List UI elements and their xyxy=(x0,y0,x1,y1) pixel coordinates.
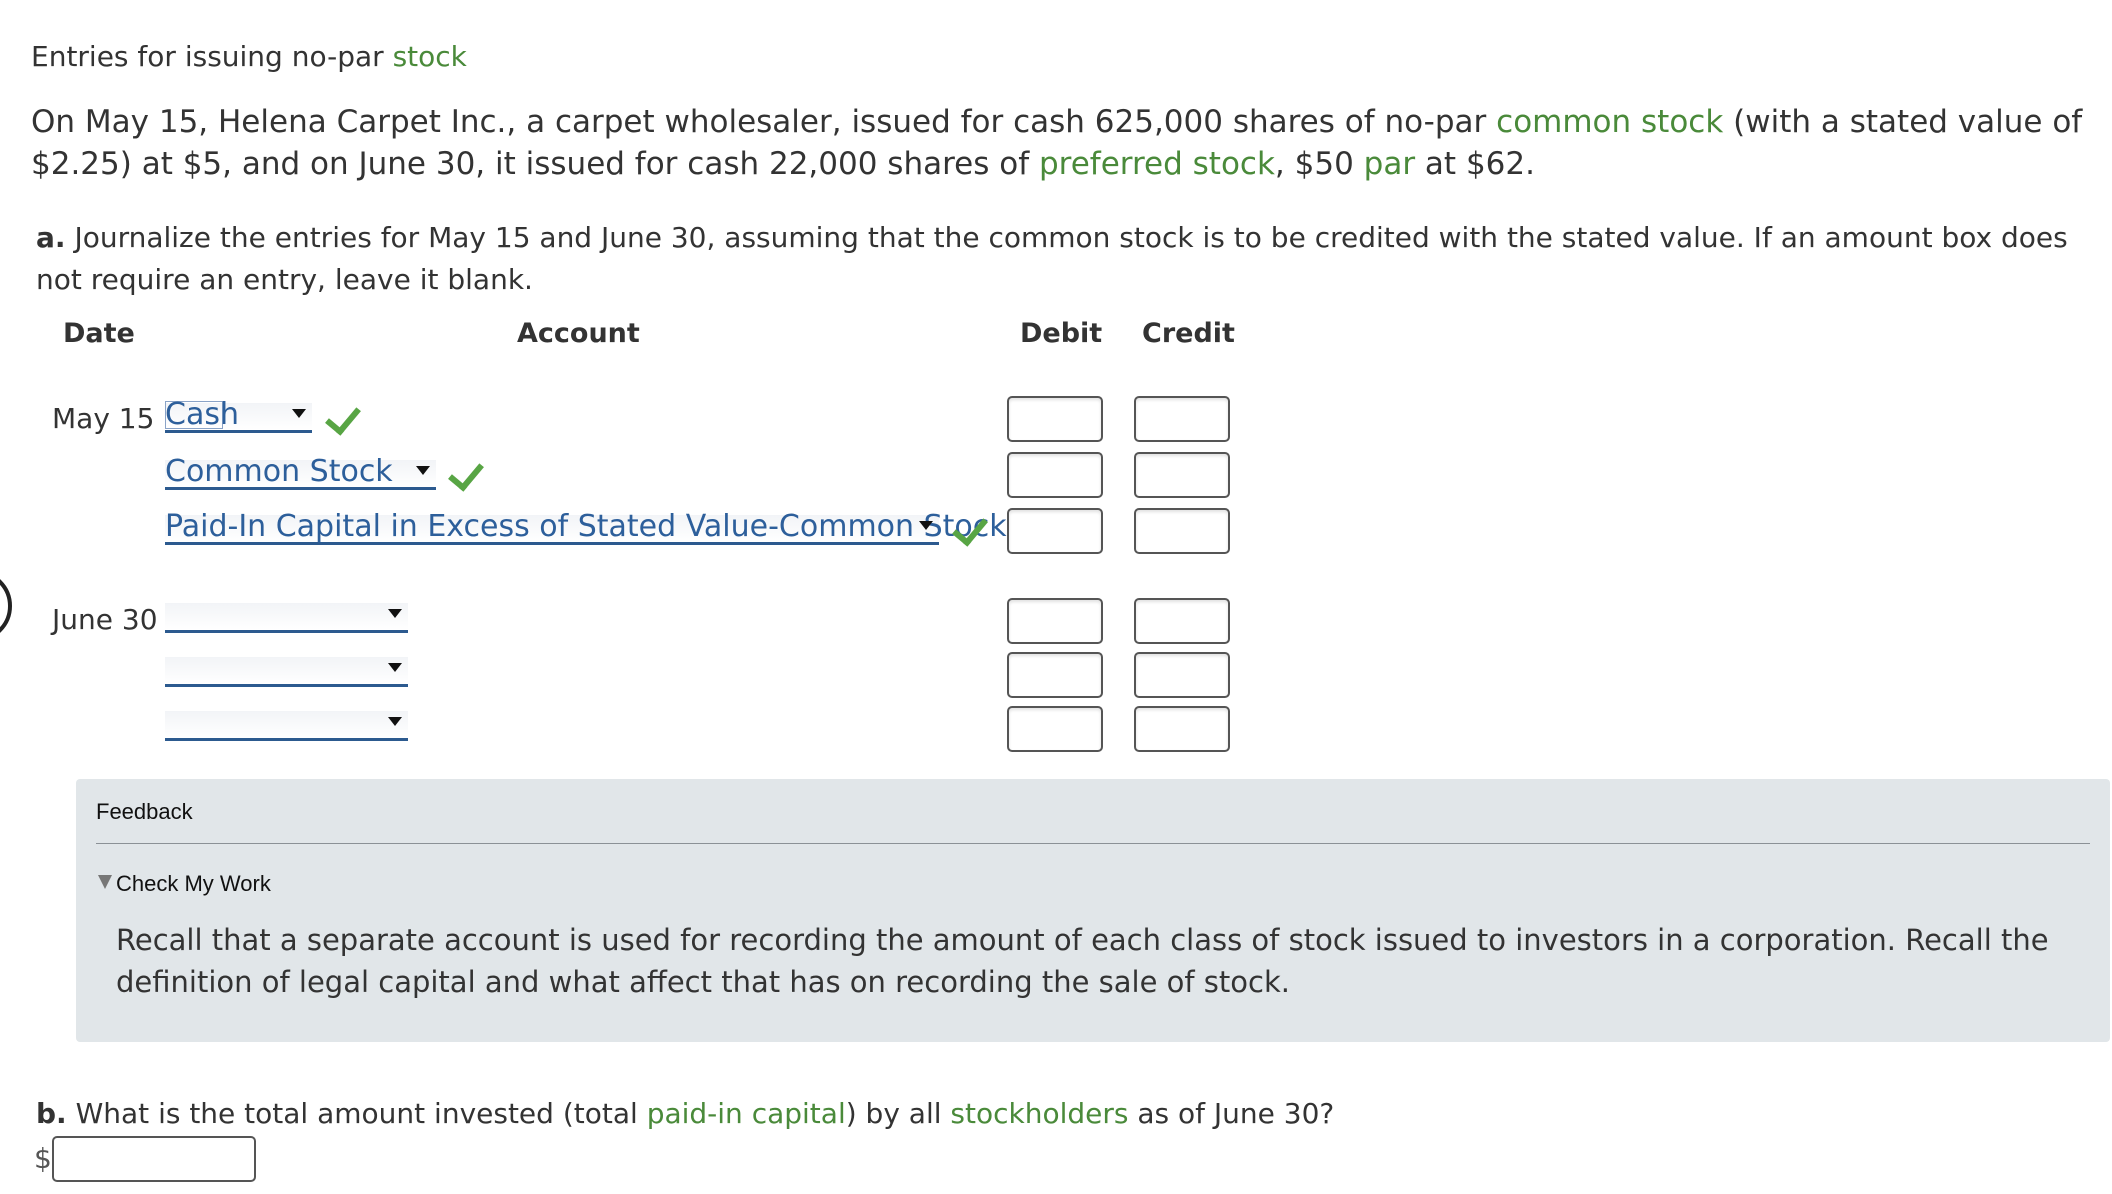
chevron-down-icon xyxy=(388,717,402,726)
account-select[interactable] xyxy=(165,603,408,633)
part-b-text-1: What is the total amount invested (total xyxy=(75,1097,647,1130)
chevron-down-icon xyxy=(919,521,933,530)
account-select[interactable] xyxy=(165,454,436,490)
feedback-divider xyxy=(96,843,2090,844)
paid-in-capital-link[interactable]: paid-in capital xyxy=(646,1097,846,1130)
problem-text-4: at $62. xyxy=(1415,146,1535,182)
par-link[interactable]: par xyxy=(1363,146,1416,182)
common-stock-link[interactable]: common stock xyxy=(1496,104,1724,140)
header-credit: Credit xyxy=(1142,318,1235,349)
entry-date-may-15: May 15 xyxy=(52,402,155,435)
debit-input[interactable] xyxy=(1007,508,1103,554)
stockholders-link[interactable]: stockholders xyxy=(950,1097,1129,1130)
debit-input[interactable] xyxy=(1007,706,1103,752)
account-select-value: Cash xyxy=(165,397,239,432)
problem-text-3: , $50 xyxy=(1274,146,1364,182)
stock-link[interactable]: stock xyxy=(392,40,467,73)
account-select[interactable] xyxy=(165,509,1007,545)
debit-input[interactable] xyxy=(1007,396,1103,442)
check-my-work-toggle[interactable]: Check My Work xyxy=(116,871,271,896)
credit-input[interactable] xyxy=(1134,706,1230,752)
credit-input[interactable] xyxy=(1134,452,1230,498)
chevron-down-icon xyxy=(388,663,402,672)
problem-text-2: (with a stated value of $2.25) at $5, and on June 30, it issued for cash 22,000 shares of xyxy=(31,104,2083,182)
credit-input[interactable] xyxy=(1134,652,1230,698)
account-select[interactable] xyxy=(165,657,408,687)
page-title xyxy=(31,40,467,73)
checkmark-icon xyxy=(448,454,484,491)
chevron-down-icon xyxy=(416,466,430,475)
debit-input[interactable] xyxy=(1007,598,1103,644)
credit-input[interactable] xyxy=(1134,508,1230,554)
title-text: Entries for issuing no-par xyxy=(31,40,393,73)
account-select-value: Common Stock xyxy=(165,454,393,489)
total-paid-in-capital-input[interactable] xyxy=(52,1136,256,1182)
feedback-panel xyxy=(76,779,2110,1042)
part-a-instructions xyxy=(36,217,2106,301)
part-b-question xyxy=(36,1097,1334,1130)
credit-input[interactable] xyxy=(1134,598,1230,644)
currency-symbol: $ xyxy=(34,1142,52,1175)
credit-input[interactable] xyxy=(1134,396,1230,442)
chevron-down-icon xyxy=(388,609,402,618)
debit-input[interactable] xyxy=(1007,452,1103,498)
triangle-down-icon[interactable] xyxy=(98,875,112,889)
part-b-text-2: ) by all xyxy=(845,1097,951,1130)
part-b-text-3: as of June 30? xyxy=(1128,1097,1335,1130)
circle-marker xyxy=(0,570,12,642)
header-account: Account xyxy=(517,318,640,349)
part-a-text: Journalize the entries for May 15 and June 30, assuming that the common stock is to be credited with the stated value. If an amount box does not require an entry, leave it blank. xyxy=(36,221,2068,296)
feedback-title: Feedback xyxy=(96,799,193,824)
checkmark-icon xyxy=(325,398,361,435)
problem-statement xyxy=(31,101,2091,185)
preferred-stock-link[interactable]: preferred stock xyxy=(1038,146,1275,182)
problem-text-1: On May 15, Helena Carpet Inc., a carpet wholesaler, issued for cash 625,000 shares of no-par xyxy=(31,104,1497,140)
account-select[interactable] xyxy=(165,397,312,433)
chevron-down-icon xyxy=(292,409,306,418)
header-debit: Debit xyxy=(1020,318,1103,349)
part-b-letter: b. xyxy=(36,1097,67,1130)
account-select-value: Paid-In Capital in Excess of Stated Value-Common Stock xyxy=(165,509,1007,544)
entry-date-june-30: June 30 xyxy=(52,603,158,636)
feedback-text: Recall that a separate account is used for recording the amount of each class of stock issued to investors in a corporation. Recall the definition of legal capital and what affect that has on recording the sale of stock. xyxy=(116,923,2049,999)
header-date: Date xyxy=(63,318,135,349)
part-a-letter: a. xyxy=(36,221,66,254)
account-select[interactable] xyxy=(165,711,408,741)
debit-input[interactable] xyxy=(1007,652,1103,698)
